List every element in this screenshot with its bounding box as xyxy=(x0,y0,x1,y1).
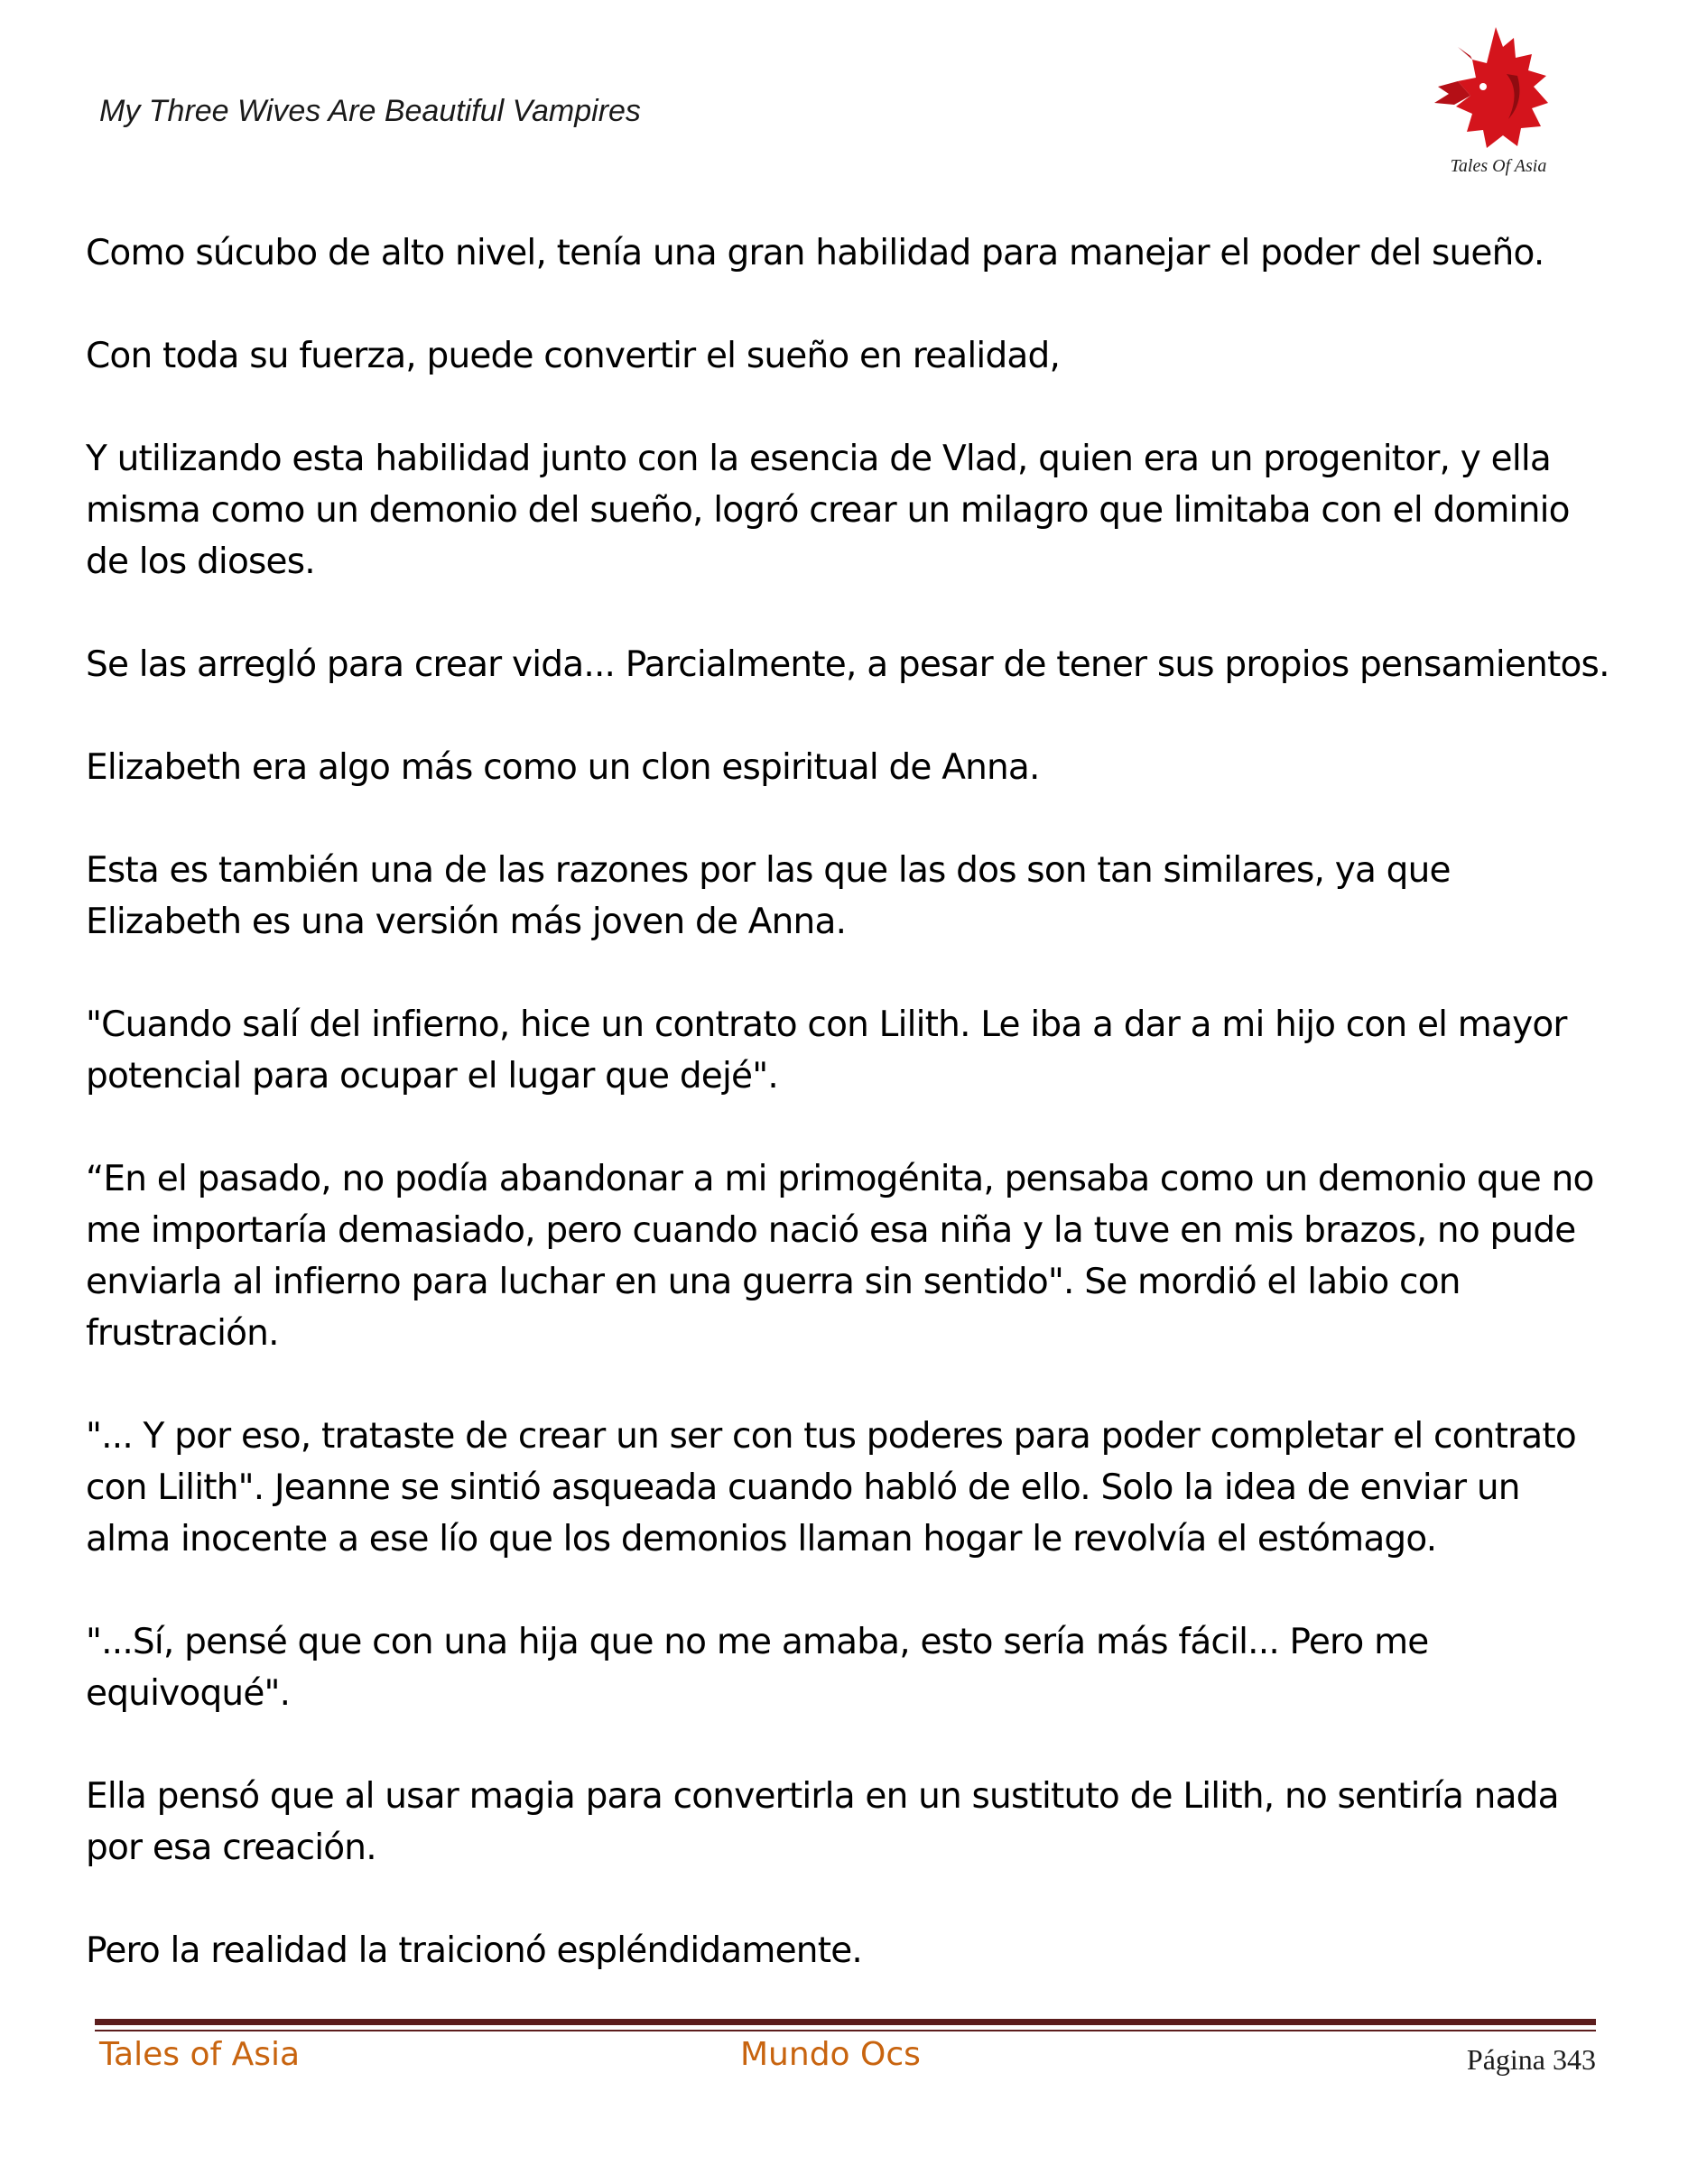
paragraph: Con toda su fuerza, puede convertir el sueño en realidad, xyxy=(86,336,1061,376)
paragraph: Como súcubo de alto nivel, tenía una gran habilidad para manejar el poder del sueño. xyxy=(86,233,1544,273)
footer-rule-thin xyxy=(95,2030,1596,2031)
paragraph: Elizabeth era algo más como un clon espiritual de Anna. xyxy=(86,747,1040,788)
svg-text:Tales Of Asia: Tales Of Asia xyxy=(1450,156,1547,176)
tales-of-asia-logo xyxy=(1431,20,1566,182)
footer-section-name: Mundo Ocs xyxy=(740,2036,921,2073)
paragraph: Pero la realidad la traicionó espléndidamente. xyxy=(86,1930,862,1971)
dragon-logo-icon xyxy=(1431,20,1566,182)
paragraph: Y utilizando esta habilidad junto con la esencia de Vlad, quien era un progenitor, y ella misma como un demonio del sueño, logró crear un milagro que limitaba con el dominio de los dioses. xyxy=(86,439,1570,582)
chapter-body xyxy=(86,227,1611,2028)
paragraph: "... Y por eso, trataste de crear un ser con tus poderes para poder completar el contrato con Lilith". Jeanne se sintió asqueada cuando habló de ello. Solo la idea de enviar un alma inocente a ese lío que los demonios llaman hogar le revolvía el estómago. xyxy=(86,1416,1576,1559)
page-number: Página 343 xyxy=(1466,2043,1596,2076)
paragraph: Ella pensó que al usar magia para convertirla en un sustituto de Lilith, no sentiría nada por esa creación. xyxy=(86,1776,1559,1868)
paragraph: "...Sí, pensé que con una hija que no me amaba, esto sería más fácil... Pero me equivoqué". xyxy=(86,1622,1429,1714)
footer-rule-thick xyxy=(95,2019,1596,2025)
paragraph: Esta es también una de las razones por las que las dos son tan similares, ya que Elizabeth es una versión más joven de Anna. xyxy=(86,850,1451,942)
footer-site-name: Tales of Asia xyxy=(99,2036,301,2073)
paragraph: "Cuando salí del infierno, hice un contrato con Lilith. Le iba a dar a mi hijo con el mayor potencial para ocupar el lugar que dejé". xyxy=(86,1004,1567,1097)
header-title: My Three Wives Are Beautiful Vampires xyxy=(99,94,641,128)
paragraph: Se las arregló para crear vida... Parcialmente, a pesar de tener sus propios pensamientos. xyxy=(86,644,1609,685)
paragraph: “En el pasado, no podía abandonar a mi primogénita, pensaba como un demonio que no me importaría demasiado, pero cuando nació esa niña y la tuve en mis brazos, no pude enviarla al infierno para luchar en una guerra sin sentido". Se mordió el labio con frustración. xyxy=(86,1159,1594,1354)
